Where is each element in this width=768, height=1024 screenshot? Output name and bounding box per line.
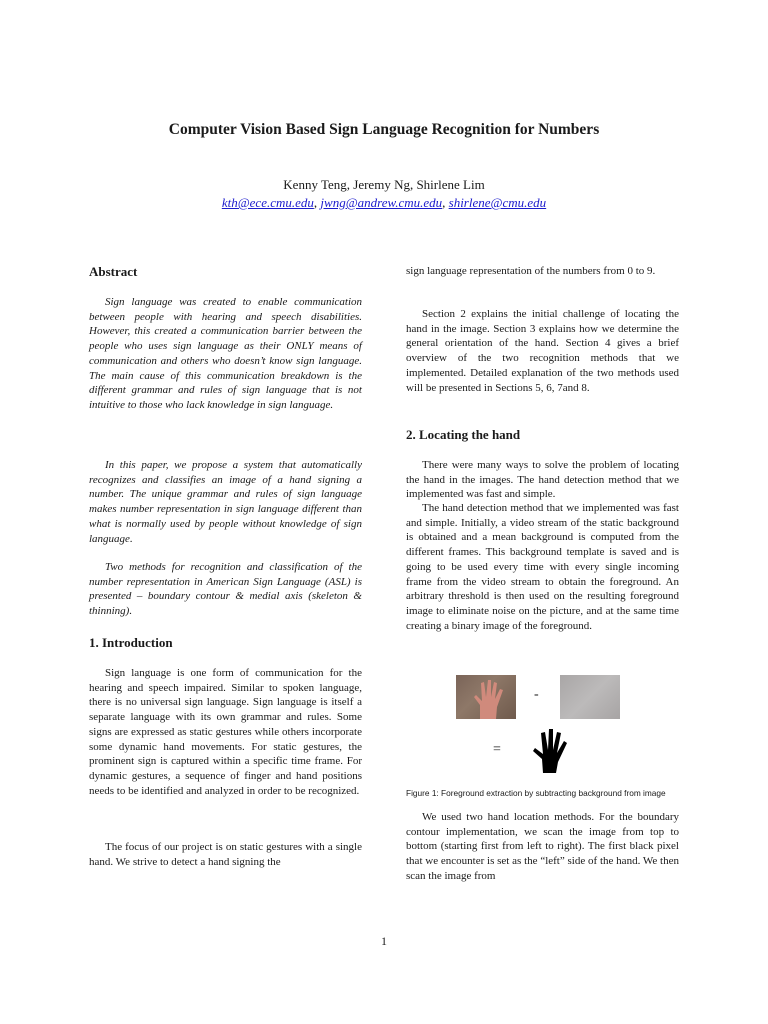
paper-title: Computer Vision Based Sign Language Recognition for Numbers (168, 121, 600, 138)
email-link-1[interactable]: kth@ece.cmu.edu (221, 195, 314, 210)
equals-sign: = (493, 742, 501, 757)
minus-sign: - (534, 687, 539, 702)
locating-paragraph-1: There were many ways to solve the problem of locating the hand in the images. The hand detection method that we implemented was fast and simple. (406, 459, 679, 501)
email-link-3[interactable]: shirlene@cmu.edu (448, 195, 547, 210)
overview-paragraph: Section 2 explains the initial challenge of locating the hand in the image. Section 3 explains how we determine the general orientation of the hand. Section 4 gives a brief overview of the two recognition methods that we implemented. Detailed explanation of the two methods used will be presented in Sections 5, 6, 7and 8. (406, 308, 679, 394)
hand-image (456, 675, 516, 719)
hand-photo-icon (456, 675, 516, 719)
introduction-heading: 1. Introduction (89, 635, 173, 650)
locating-paragraph-2: The hand detection method that we implemented was fast and simple. Initially, a video stream of the static background is obtained and a mean background is computed from the different frames. This background template is saved and is going to be used every time with every single incoming frame from the video stream to obtain the foreground. An arbitrary threshold is then used on the resulting foreground image to eliminate noise on the picture, and at the same time creating a binary image of the foreground. (406, 502, 679, 632)
continued-paragraph: sign language representation of the numbers from 0 to 9. (406, 265, 656, 277)
abstract-paragraph-1: Sign language was created to enable communication between people with hearing and speech disabilities. However, this created a communication barrier between the people who uses sign language as their ONLY means of communication and others who doesn’t know sign language. The main cause of this communication breakdown is the different grammar and rules of sign language that is not intuitive to those who lack knowledge in sign language. (89, 296, 362, 411)
abstract-paragraph-3: Two methods for recognition and classification of the number representation in American Sign Language (ASL) is presented – boundary contour & medial axis (skeleton & thinning). (89, 561, 362, 618)
figure-caption: Figure 1: Foreground extraction by subtracting background from image (406, 788, 666, 798)
abstract-heading: Abstract (89, 264, 138, 279)
hand-location-paragraph: We used two hand location methods. For the boundary contour implementation, we scan the image from top to bottom (starting first from left to right). The first black pixel that we encounter is set as the “left” side of the hand. We then scan the image from (406, 811, 679, 882)
introduction-paragraph-1: Sign language is one form of communication for the hearing and speech impaired. Similar to spoken language, there is no universal sign language. Sign language is itself a separate language with its own grammar and rules. Some signs are expressed as static gestures while others incorporate some dynamic hand movements. For static gestures, the prominent sign is captured within a specific time frame. For dynamic gestures, a sequence of finger and hand positions needs to be identified and analyzed in order to be recognized. (89, 667, 362, 797)
locating-hand-heading: 2. Locating the hand (406, 427, 521, 442)
figure-1 (456, 675, 620, 721)
page-number: 1 (381, 934, 387, 948)
email-link-2[interactable]: jwng@andrew.cmu.edu (320, 195, 443, 210)
author-list: Kenny Teng, Jeremy Ng, Shirlene Lim (283, 177, 485, 192)
background-image (560, 675, 620, 719)
author-emails: kth@ece.cmu.edu, jwng@andrew.cmu.edu, shirlene@cmu.edu (221, 195, 547, 210)
abstract-paragraph-2: In this paper, we propose a system that automatically recognizes and classifies an image of a hand signing a number. The unique grammar and rules of sign language makes number representation in sign language different than what is normally used by people without knowledge of sign language. (89, 459, 362, 545)
binary-hand-icon (529, 727, 569, 773)
introduction-paragraph-2: The focus of our project is on static gestures with a single hand. We strive to detect a hand signing the (89, 841, 362, 868)
